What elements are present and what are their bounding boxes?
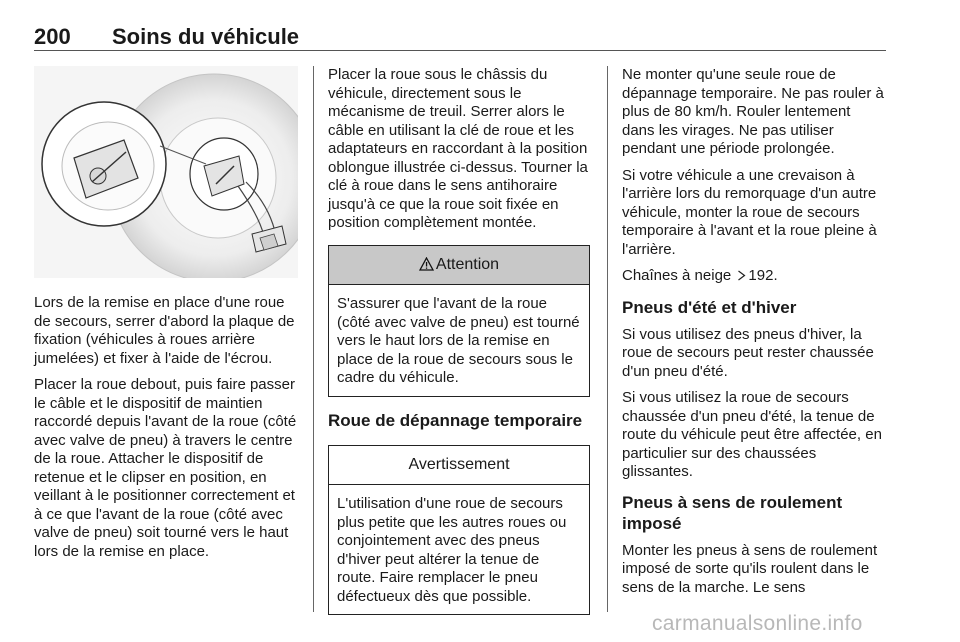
warning-title: Avertissement: [408, 455, 510, 473]
warning-text: L'utilisation d'une roue de secours plus petite que les autres roues ou conjointement avec des pneus d'hiver peut altérer la tenue de route. Faire remplacer le pneu défectueux dès que possible.: [337, 495, 567, 605]
page-reference-arrow-icon: [737, 270, 746, 281]
spare-wheel-illustration: [34, 66, 298, 278]
section-heading: Pneus d'été et d'hiver: [622, 297, 797, 317]
warning-box-header: [329, 446, 589, 486]
section-heading: Pneus à sens de roulement imposé: [622, 492, 843, 533]
cross-reference-text: Chaînes à neige: [622, 267, 732, 284]
paragraph: Monter les pneus à sens de roulement imposé de sorte qu'ils roulent dans le sens de la marche. Le sens: [622, 541, 878, 596]
page-number: 200: [34, 24, 71, 49]
attention-text: S'assurer que l'avant de la roue (côté avec valve de pneu) est tourné vers le haut lors de la remise en place de la roue de secours sous le cadre du véhicule.: [337, 295, 580, 386]
column-divider-2: [607, 66, 608, 612]
cross-reference: [622, 267, 886, 286]
paragraph: Si vous utilisez des pneus d'hiver, la roue de secours peut rester chaussée d'un pneu d'été.: [622, 325, 874, 380]
warning-box: [328, 445, 590, 616]
paragraph: Si votre véhicule a une crevaison à l'arrière lors du remorquage d'un autre véhicule, monter la roue de secours temporaire à l'avant et la roue pleine à l'arrière.: [622, 166, 877, 258]
column-2: [328, 66, 590, 629]
paragraph: Lors de la remise en place d'une roue de secours, serrer d'abord la plaque de fixation (véhicules à roues arrière jumelées) et fixer à l'aide de l'écrou.: [34, 294, 295, 367]
paragraph: Placer la roue sous le châssis du véhicule, directement sous le mécanisme de treuil. Serrer alors le câble en utilisant la clé de roue et les adaptateurs en raccordant à la position oblongue illustrée ci-dessus. Tourner la clé à roue dans le sens antihoraire jusqu'à ce que la roue soit fixée en position complètement montée.: [328, 66, 588, 231]
paragraph: Si vous utilisez la roue de secours chaussée d'un pneu d'été, la tenue de route du véhicule peut être affectée, en particulier sur des chaussées glissantes.: [622, 389, 882, 480]
attention-box-body: [329, 285, 589, 396]
attention-title: Attention: [435, 255, 500, 273]
column-divider-1: [313, 66, 314, 612]
attention-box-header: [329, 246, 589, 286]
header-rule: [34, 50, 886, 51]
warning-box-body: [329, 485, 589, 614]
warning-triangle-icon: [419, 257, 434, 271]
column-1: [34, 294, 300, 569]
section-heading: Roue de dépannage temporaire: [328, 410, 583, 430]
attention-box: [328, 245, 590, 397]
paragraph: Placer la roue debout, puis faire passer le câble et le dispositif de maintien raccordé depuis l'avant de la roue (côté avec valve de pneu) à travers le centre de la roue. Attacher le dispositif de retenue et le clipser en position, en veillant à le positionner correctement et à ce que l'avant de la roue (côté avec valve de pneu) soit tourné vers le haut lors de la remise en place.: [34, 376, 297, 560]
column-3: [622, 66, 886, 605]
paragraph: Ne monter qu'une seule roue de dépannage temporaire. Ne pas rouler à plus de 80 km/h. Rouler lentement dans les virages. Ne pas utiliser pendant une période prolongée.: [622, 66, 884, 157]
cross-reference-page: 192.: [748, 267, 778, 284]
page-title: Soins du véhicule: [112, 24, 300, 49]
watermark: carmanualsonline.info: [652, 612, 863, 635]
